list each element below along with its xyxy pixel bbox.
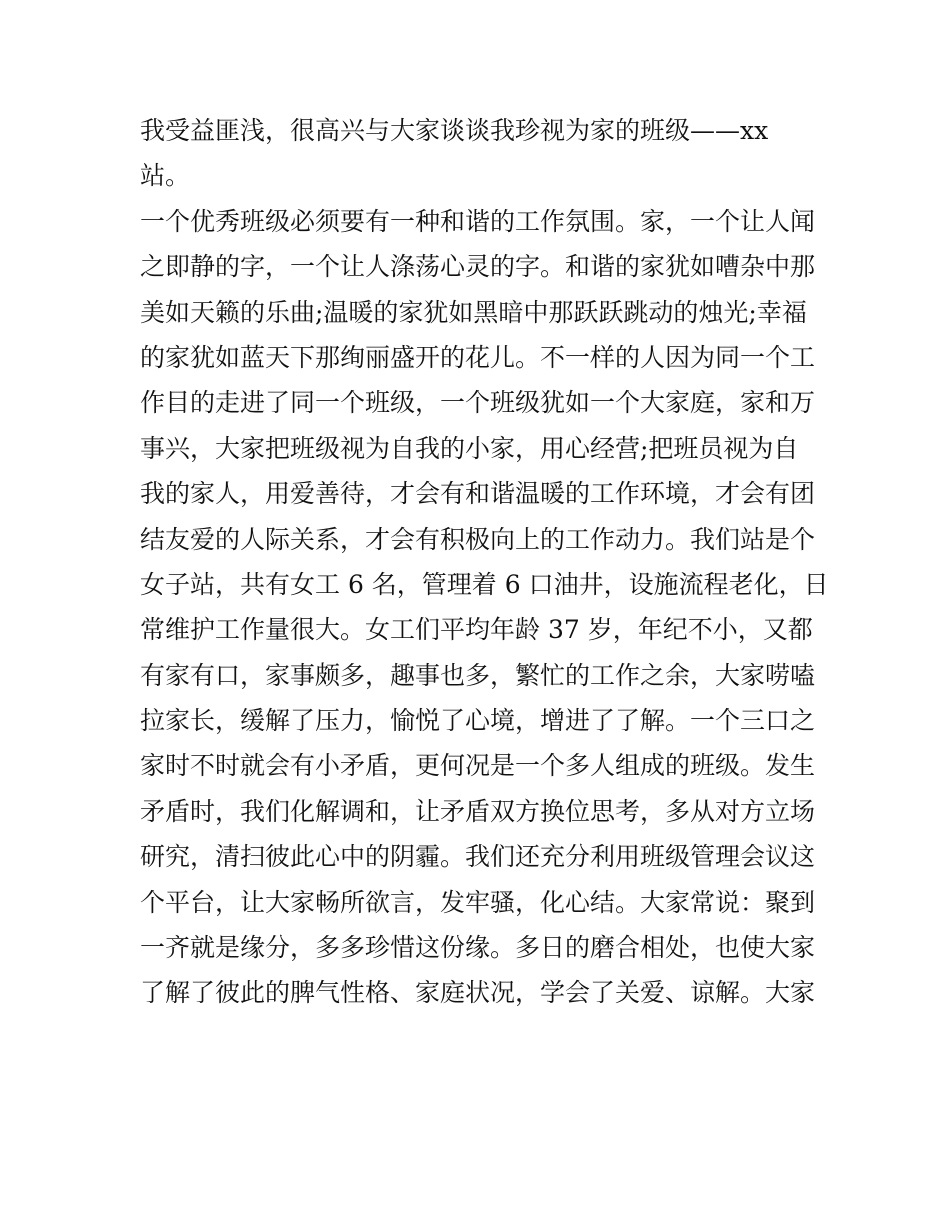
text-line: 事兴，大家把班级视为自我的小家，用心经营;把班员视为自: [140, 433, 799, 463]
text-line: 我的家人，用爱善待，才会有和谐温暖的工作环境，才会有团: [140, 479, 816, 509]
text-line: 有家有口，家事颇多，趣事也多，繁忙的工作之余，大家唠嗑: [140, 660, 816, 690]
text-line: 作目的走进了同一个班级，一个班级犹如一个大家庭，家和万: [140, 388, 816, 418]
text-line: 个平台，让大家畅所欲言，发牢骚，化心结。大家常说：聚到: [140, 887, 816, 917]
text-line: 之即静的字，一个让人涤荡心灵的字。和谐的家犹如嘈杂中那: [140, 252, 816, 282]
text-line: 家时不时就会有小矛盾，更何况是一个多人组成的班级。发生: [140, 751, 816, 781]
text-line: 研究，清扫彼此心中的阴霾。我们还充分利用班级管理会议这: [140, 842, 816, 872]
text-line: 我受益匪浅，很高兴与大家谈谈我珍视为家的班级——xx: [140, 116, 769, 145]
text-line: 结友爱的人际关系，才会有积极向上的工作动力。我们站是个: [140, 524, 816, 554]
text-line: 矛盾时，我们化解调和，让矛盾双方换位思考，多从对方立场: [140, 796, 816, 826]
text-line: 站。: [140, 161, 191, 191]
body-text: [140, 108, 829, 1016]
text-line: 拉家长，缓解了压力，愉悦了心境，增进了了解。一个三口之: [140, 706, 816, 736]
text-line: 女子站，共有女工 6 名，管理着 6 口油井，设施流程老化，日: [140, 569, 829, 599]
text-line: 常维护工作量很大。女工们平均年龄 37 岁，年纪不小，又都: [140, 615, 813, 645]
text-line: 一齐就是缘分，多多珍惜这份缘。多日的磨合相处，也使大家: [140, 933, 816, 963]
text-line: 了解了彼此的脾气性格、家庭状况，学会了关爱、谅解。大家: [140, 978, 816, 1008]
text-line: 美如天籁的乐曲;温暖的家犹如黑暗中那跃跃跳动的烛光;幸福: [140, 297, 807, 327]
text-line: 的家犹如蓝天下那绚丽盛开的花儿。不一样的人因为同一个工: [140, 342, 816, 372]
text-line: 一个优秀班级必须要有一种和谐的工作氛围。家，一个让人闻: [140, 206, 816, 236]
